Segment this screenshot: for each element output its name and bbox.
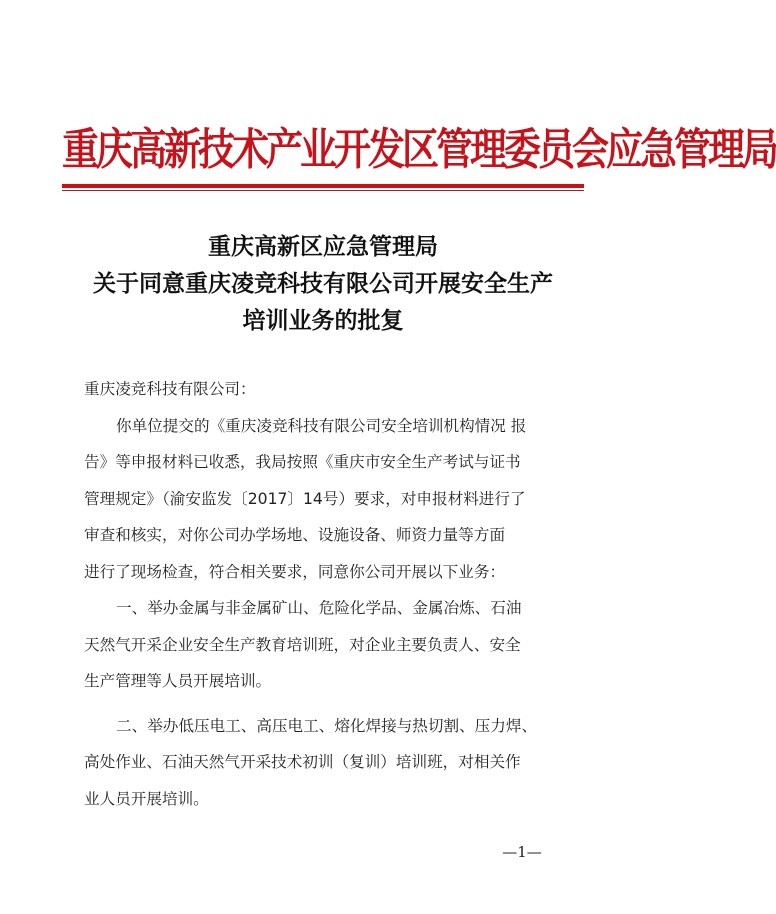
addressee-line: 重庆凌竞科技有限公司： [84, 380, 256, 398]
document-title [70, 228, 576, 339]
document-body [84, 371, 562, 817]
paragraph-3-line: 高处作业、石油天然气开采技术初训（复训）培训班，对相关作 [84, 753, 521, 771]
letterhead-org-name: 重庆高新技术产业开发区管理委员会应急管理局 [62, 123, 776, 176]
title-line-1: 重庆高新区应急管理局 [208, 233, 438, 260]
paragraph-2 [84, 590, 562, 700]
paragraph-1-line: 进行了现场检查，符合相关要求，同意你公司开展以下业务： [84, 562, 506, 581]
paragraph-1-line: 管理规定》（渝安监发〔2017〕14号）要求，对申报材料进行了 [84, 489, 526, 508]
paragraph-2-line: 天然气开采企业安全生产教育培训班，对企业主要负责人、安全 [84, 635, 521, 654]
paragraph-1-line: 告》等申报材料已收悉，我局按照《重庆市安全生产考试与证书 [84, 453, 521, 471]
letterhead-divider-thin [62, 190, 584, 191]
paragraph-3-line: 二、举办低压电工、高压电工、熔化焊接与热切割、压力焊、 [116, 716, 538, 735]
title-line-3: 培训业务的批复 [242, 307, 404, 334]
paragraph-1-line: 审查和核实，对你公司办学场地、设施设备、师资力量等方面 [84, 526, 506, 544]
title-line-2: 关于同意重庆凌竞科技有限公司开展安全生产 [93, 270, 553, 297]
paragraph-2-line: 生产管理等人员开展培训。 [84, 672, 272, 690]
paragraph-gap [84, 700, 562, 708]
paragraph-2-line: 一、举办金属与非金属矿山、危险化学品、金属冶炼、石油 [116, 599, 522, 617]
paragraph-1-line: 你单位提交的《重庆凌竞科技有限公司安全培训机构情况 报 [116, 416, 527, 435]
letterhead-divider-thick [62, 184, 584, 188]
addressee [84, 371, 562, 408]
paragraph-3-line: 业人员开展培训。 [84, 789, 209, 808]
paragraph-1 [84, 408, 562, 591]
page-number: —1— [502, 843, 542, 861]
paragraph-3 [84, 708, 562, 818]
